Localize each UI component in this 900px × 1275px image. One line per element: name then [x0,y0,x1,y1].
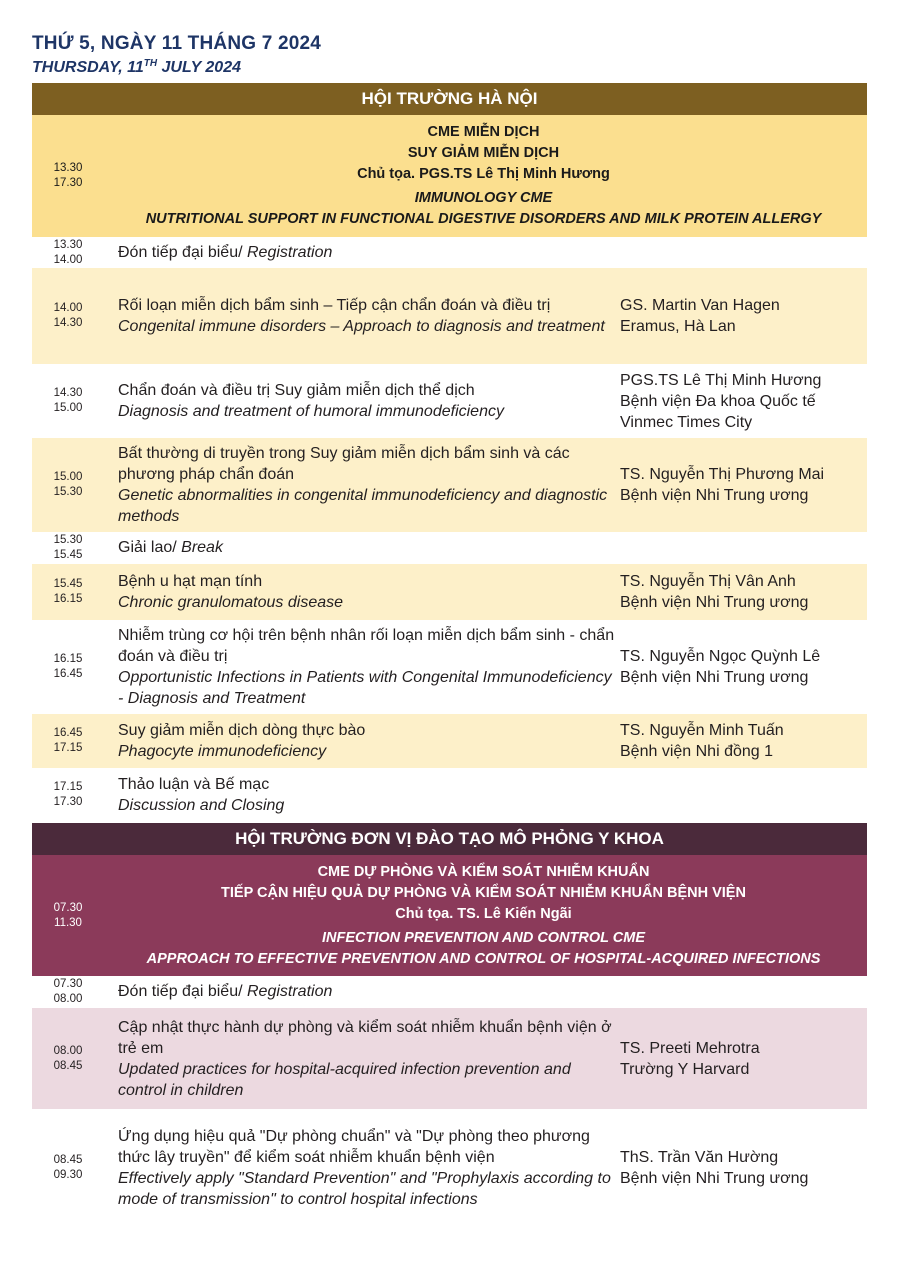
session-line1: CME DỰ PHÒNG VÀ KIỂM SOÁT NHIỄM KHUẨN [317,863,650,880]
speaker-name: TS. Nguyễn Thị Phương Mai [620,466,825,483]
row-topic [104,774,620,816]
row-topic [104,571,620,613]
session-en2: NUTRITIONAL SUPPORT IN FUNCTIONAL DIGESTIVE DISORDERS AND MILK PROTEIN ALLERGY [145,211,822,227]
date-title-en [32,58,241,77]
topic-en: Genetic abnormalities in congenital immunodeficiency and diagnostic methods [118,487,608,525]
agenda-row [32,268,867,364]
row-topic [104,295,620,337]
row-time [32,1153,104,1183]
hall-hanoi-section [32,83,867,822]
speaker-name: GS. Martin Van Hagen [620,297,780,314]
session-title-block [104,122,867,230]
row-time-end: 14.30 [53,317,83,329]
speaker-name: TS. Preeti Mehrotra [620,1039,760,1057]
speaker-affiliation: Trường Y Harvard [620,1060,750,1078]
topic-vi: Cập nhật thực hành dự phòng và kiểm soát nhiễm khuẩn bệnh viện ở trẻ em [118,1018,612,1057]
row-time [32,977,104,1007]
topic-en: Diagnosis and treatment of humoral immunodeficiency [118,403,504,420]
row-time-end: 14.00 [53,253,83,266]
speaker-affiliation: Bệnh viện Nhi Trung ương [620,1170,809,1187]
row-time-start: 07.30 [53,978,83,990]
row-time-start: 08.00 [53,1044,83,1057]
row-time-end: 16.15 [53,593,83,605]
session-chair: Chủ tọa. TS. Lê Kiến Ngãi [395,905,572,922]
row-time [32,780,104,810]
row-text-vi: Giải lao/ [118,539,182,556]
session-line2: TIẾP CẬN HIỆU QUẢ DỰ PHÒNG VÀ KIỂM SOÁT NHIỄM KHUẨN BỆNH VIỆN [221,884,746,901]
row-time [32,301,104,331]
topic-vi: Bất thường di truyền trong Suy giảm miễn dịch bẩm sinh và các phương pháp chẩn đoán [118,445,570,483]
agenda-row [32,1109,867,1227]
speaker-affiliation: Bệnh viện Đa khoa Quốc tế Vinmec Times City [620,392,816,431]
date-en-suffix: JULY 2024 [157,59,241,76]
row-speaker [620,1147,867,1189]
row-time [32,470,104,500]
agenda-row [32,768,867,822]
agenda-row [32,620,867,714]
row-time-start: 17.15 [53,781,83,793]
row-time-end: 15.45 [53,549,83,561]
speaker-name: TS. Nguyễn Thị Vân Anh [620,573,796,590]
topic-en: Opportunistic Infections in Patients with Congenital Immunodeficiency - Diagnosis and Treatment [118,669,612,707]
row-topic [104,720,620,762]
row-text-en: Registration [246,243,333,261]
agenda-row [32,564,867,620]
row-time [32,652,104,682]
hall-simulation-section [32,823,867,1227]
row-time-start: 16.45 [53,727,83,739]
speaker-affiliation: Bệnh viện Nhi Trung ương [620,487,809,504]
hall-hanoi-session [32,115,867,237]
row-time [32,1044,104,1074]
agenda-row [32,364,867,438]
row-time-end: 09.30 [53,1169,83,1181]
row-single-text [104,539,223,557]
row-time-start: 08.45 [53,1154,83,1166]
time-end: 17.30 [53,177,83,189]
row-speaker [620,646,867,688]
session-title-block [104,862,867,970]
row-time [32,238,104,268]
row-time-start: 14.00 [53,302,83,314]
speaker-name: TS. Nguyễn Ngọc Quỳnh Lê [620,648,821,665]
row-topic [104,625,620,709]
row-time-start: 16.15 [53,653,83,665]
topic-vi: Rối loạn miễn dịch bẩm sinh – Tiếp cận chẩn đoán và điều trị [118,297,551,314]
row-time-end: 15.00 [53,402,83,414]
row-time [32,533,104,563]
row-speaker [620,464,867,506]
agenda-row [32,438,867,532]
topic-vi: Bệnh u hạt mạn tính [118,573,263,590]
topic-vi: Chẩn đoán và điều trị Suy giảm miễn dịch thể dịch [118,382,475,399]
row-time-end: 08.00 [53,993,83,1005]
hall-hanoi-header: HỘI TRƯỜNG HÀ NỘI [32,83,867,115]
session-en1: IMMUNOLOGY CME [414,190,553,206]
speaker-affiliation: Eramus, Hà Lan [620,318,736,335]
row-time [32,726,104,756]
row-speaker [620,370,867,433]
row-time [32,577,104,607]
row-text-vi: Đón tiếp đại biểu/ [118,243,247,261]
hall-simulation-header: HỘI TRƯỜNG ĐƠN VỊ ĐÀO TẠO MÔ PHỎNG Y KHOA [32,823,867,855]
speaker-name: ThS. Trần Văn Hường [620,1149,779,1166]
agenda-row [32,976,867,1008]
row-topic [104,1126,620,1210]
date-en-sup: TH [143,58,158,69]
topic-vi: Nhiễm trùng cơ hội trên bệnh nhân rối loạn miễn dịch bẩm sinh - chẩn đoán và điều trị [118,627,615,665]
session-en1: INFECTION PREVENTION AND CONTROL CME [321,929,646,946]
row-time-start: 15.30 [53,534,83,546]
row-text-vi: Đón tiếp đại biểu/ [118,983,247,1000]
row-time-start: 15.00 [53,471,83,483]
row-topic [104,443,620,527]
agenda-row [32,1008,867,1109]
session-chair: Chủ tọa. PGS.TS Lê Thị Minh Hương [357,166,610,182]
speaker-affiliation: Bệnh viện Nhi đồng 1 [620,743,773,760]
row-single-text [104,983,332,1001]
speaker-affiliation: Bệnh viện Nhi Trung ương [620,594,809,611]
row-time-end: 16.45 [53,668,83,680]
topic-vi: Suy giảm miễn dịch dòng thực bào [118,722,366,739]
row-topic [104,1017,620,1101]
row-single-text [104,244,332,262]
topic-en: Effectively apply "Standard Prevention" and "Prophylaxis according to mode of transmission" to control hospital infections [118,1170,611,1208]
row-time-end: 15.30 [53,486,83,498]
session-en2: APPROACH TO EFFECTIVE PREVENTION AND CONTROL OF HOSPITAL-ACQUIRED INFECTIONS [146,950,821,967]
time-start: 07.30 [53,901,83,914]
topic-en: Congenital immune disorders – Approach to diagnosis and treatment [118,318,605,335]
hall-simulation-session [32,855,867,976]
date-en-prefix: THURSDAY, 11 [32,59,144,76]
row-speaker [620,295,867,337]
row-time-end: 17.15 [53,742,83,754]
row-time-end: 08.45 [53,1059,83,1072]
session-time [32,901,104,931]
row-time-start: 15.45 [53,578,83,590]
date-title-vi: THỨ 5, NGÀY 11 THÁNG 7 2024 [32,33,322,54]
topic-en: Discussion and Closing [118,797,285,814]
agenda-row [32,237,867,268]
agenda-row [32,714,867,768]
topic-en: Updated practices for hospital-acquired infection prevention and control in children [118,1060,571,1099]
topic-vi: Ứng dụng hiệu quả "Dự phòng chuẩn" và "Dự phòng theo phương thức lây truyền" để kiểm soát nhiễm khuẩn bệnh viện [118,1128,590,1166]
topic-en: Phagocyte immunodeficiency [118,743,327,760]
row-time [32,386,104,416]
agenda-row [32,532,867,564]
topic-vi: Thảo luận và Bế mạc [118,776,270,793]
session-line2: SUY GIẢM MIỄN DỊCH [407,145,560,161]
row-speaker [620,1038,867,1080]
speaker-name: PGS.TS Lê Thị Minh Hương [620,371,822,389]
time-end: 11.30 [54,916,82,929]
row-topic [104,380,620,422]
row-time-start: 13.30 [53,238,83,251]
row-speaker [620,720,867,762]
row-time-end: 17.30 [53,796,83,808]
session-time [32,161,104,191]
speaker-affiliation: Bệnh viện Nhi Trung ương [620,669,809,686]
row-text-en: Registration [246,983,333,1000]
row-text-en: Break [181,539,223,556]
session-line1: CME MIỄN DỊCH [427,124,540,140]
row-time-start: 14.30 [53,387,83,399]
time-start: 13.30 [53,162,83,174]
speaker-name: TS. Nguyễn Minh Tuấn [620,722,784,739]
topic-en: Chronic granulomatous disease [118,594,344,611]
row-speaker [620,571,867,613]
